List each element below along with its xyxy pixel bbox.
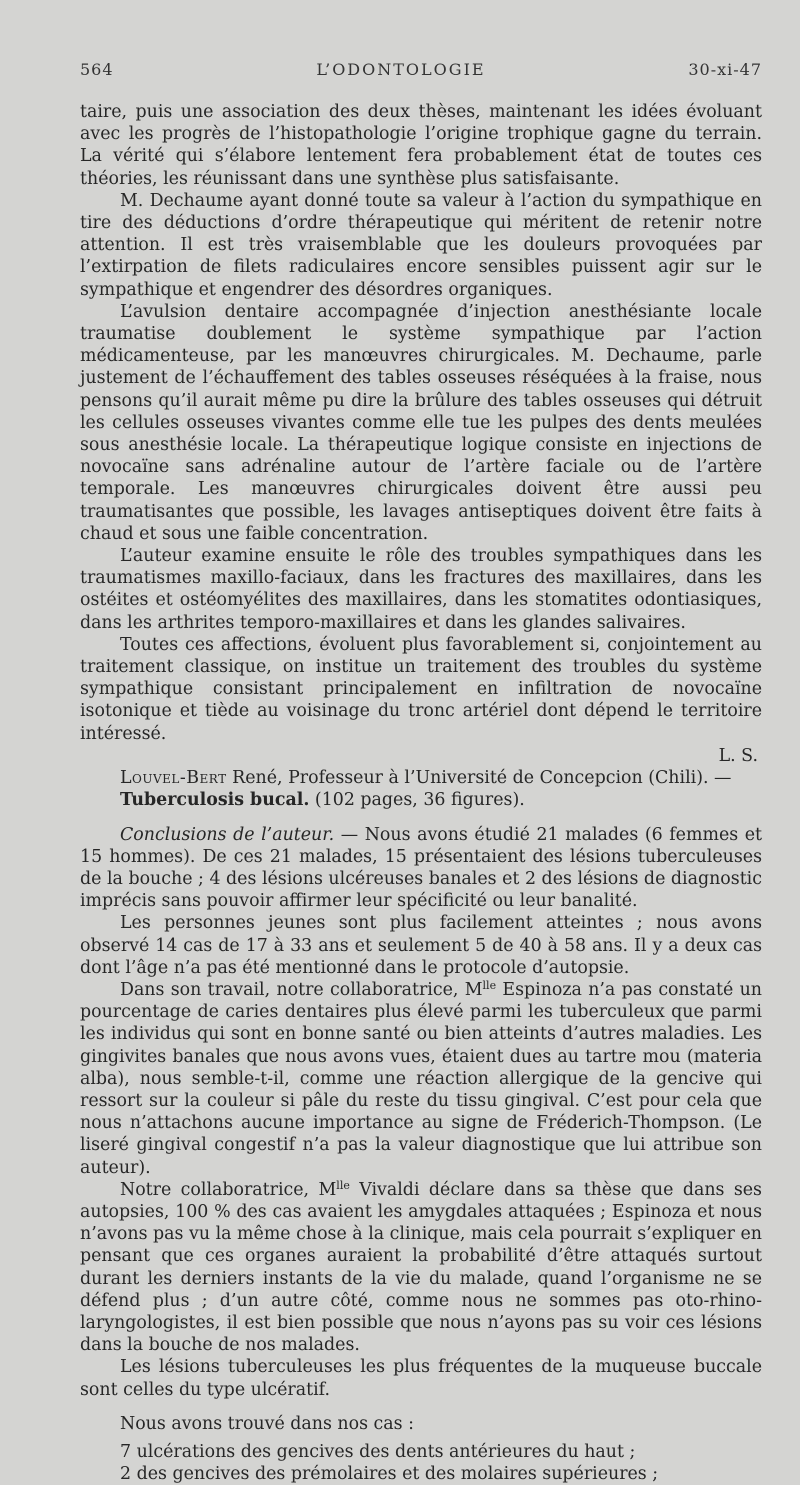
paragraph: Les personnes jeunes sont plus facilement atteintes ; nous avons observé 14 cas de 17 à 33 ans et seulement 5 de 40 à 58 ans. Il y a deux cas dont l’âge n’a pas été mentionné dans le protocole d’autopsie. [80, 913, 762, 978]
paragraph: Les lésions tuberculeuses les plus fréquentes de la muqueuse buccale sont celles du type ulcératif. [80, 1357, 762, 1400]
body-text [80, 101, 762, 1485]
book-author: Louvel-Bert [120, 768, 227, 789]
paragraph: Conclusions de l’auteur. — Nous avons étudié 21 malades (6 femmes et 15 hommes). De ces 21 malades, 15 présentaient des lésions tuberculeuses de la bouche ; 4 des lésions ulcéreuses banales et 2 des lésions de diagnostic imprécis sans pouvoir affirmer leur spécificité ou leur banalité. [80, 824, 763, 912]
paragraph: Toutes ces affections, évoluent plus favorablement si, conjointement au traitement classique, on institue un traitement des troubles du système sympathique consistant principalement en infiltration de novocaïne isotonique et tiède au voisinage du tronc artériel dont dépend le territoire intéressé. [80, 634, 762, 744]
paragraph: taire, puis une association des deux thèses, maintenant les idées évoluant avec les progrès de l’histopathologie l’origine trophique gagne du terrain. La vérité qui s’élabore lentement fera probablement état de toutes ces théories, les réunissant dans une synthèse plus satisfaisante. [80, 102, 762, 189]
findings-list [80, 1441, 762, 1485]
book-title: Tuberculosis bucal. [120, 790, 310, 811]
issue-date: 30-xi-47 [688, 60, 762, 79]
journal-title: L’ODONTOLOGIE [316, 60, 486, 79]
paragraph: Nous avons trouvé dans nos cas : [120, 1413, 414, 1434]
list-item: 2 des gencives des prémolaires et des molaires supérieures ; [120, 1464, 659, 1485]
book-info: (102 pages, 36 figures). [309, 790, 525, 811]
paragraph: Dans son travail, notre collaboratrice, $M^{lle}$ Espinoza n’a pas constaté un pourcentage de caries dentaires plus élevé parmi les tuberculeux que parmi les individus qui sont en bonne santé ou bien atteints d’autres maladies. Les gingivites banales que nous avons vues, étaient dues au tartre mou (materia alba), nous semble-t-il, comme une réaction allergique de la gencive qui ressort sur la couleur si pâle du reste du tissu gingival. C’est pour cela que nous n’attachons aucune importance au signe de Fréderich-Thompson. (Le liseré gingival congestif n’a pas la valeur diagnostique que lui attribue son auteur). [80, 978, 762, 1178]
page-number: 564 [80, 60, 114, 79]
list-item: 7 ulcérations des gencives des dents antérieures du haut ; [120, 1441, 636, 1462]
reviewer-signature: L. S. [718, 745, 758, 766]
paragraph: L’avulsion dentaire accompagnée d’injection anesthésiante locale traumatise doublement le système sympathique par l’action médicamenteuse, par les manœuvres chirurgicales. M. Dechaume, parle justement de l’échauffement des tables osseuses réséquées à la fraise, nous pensons qu’il aurait même pu dire la brûlure des tables osseuses qui détruit les cellules osseuses vivantes comme elle tue les pulpes des dents meulées sous anesthésie locale. La thérapeutique logique consiste en injections de novocaïne sans adrénaline autour de l’artère faciale ou de l’artère temporale. Les manœuvres chirurgicales doivent être aussi peu traumatisantes que possible, les lavages antiseptiques doivent être faits à chaud et sous une faible concentration. [80, 301, 762, 544]
paragraph: L’auteur examine ensuite le rôle des troubles sympathiques dans les traumatismes maxillo-faciaux, dans les fractures des maxillaires, dans les ostéites et ostéomyélites des maxillaires, dans les stomatites odontiasiques, dans les arthrites temporo-maxillaires et dans les glandes salivaires. [80, 546, 762, 633]
paragraph: M. Dechaume ayant donné toute sa valeur à l’action du sympathique en tire des déductions d’ordre thérapeutique qui méritent de retenir notre attention. Il est très vraisemblable que les douleurs provoquées par l’extirpation de filets radiculaires encore sensibles puissent agir sur le sympathique et engendrer des désordres organiques. [80, 190, 762, 300]
book-reference [80, 767, 762, 811]
running-header [80, 60, 762, 79]
paragraph: Notre collaboratrice, $M^{lle}$ Vivaldi déclare dans sa thèse que dans ses autopsies, 100 % des cas avaient les amygdales attaquées ; Espinoza et nous n’avons pas vu la même chose à la clinique, mais cela pourrait s’expliquer en pensant que ces organes auraient la probabilité d’être attaqués surtout durant les derniers instants de la vie du malade, quand l’organisme ne se défend plus ; d’un autre côté, comme nous ne sommes pas oto-rhino-laryngologistes, il est bien possible que nous n’ayons pas su voir ces lésions dans la bouche de nos malades. [80, 1178, 762, 1356]
conclusions-label: Conclusions de l’auteur. [120, 824, 335, 845]
author-affiliation: René, Professeur à l’Université de Concepcion (Chili). — [226, 768, 732, 789]
